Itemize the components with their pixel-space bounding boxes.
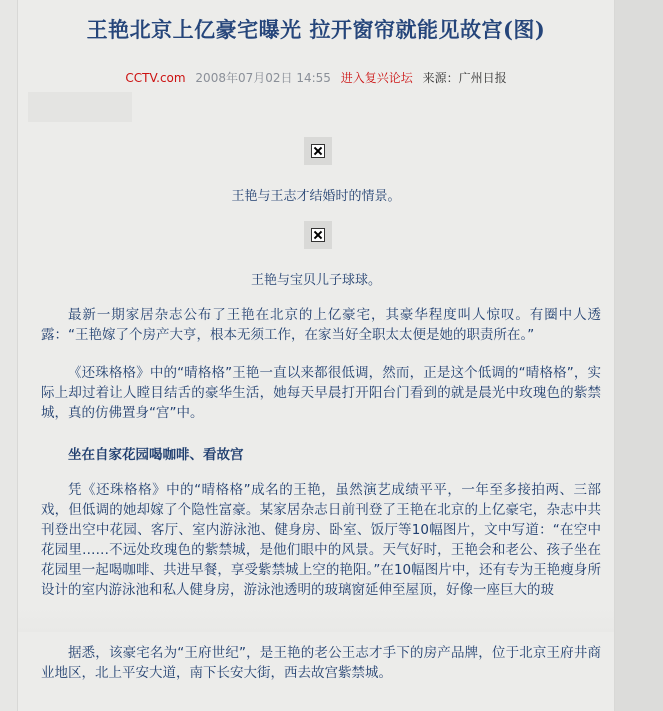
broken-image-icon [304, 221, 332, 249]
article-paragraph: 据悉，该豪宅名为“王府世纪”，是王艳的老公王志才手下的房产品牌，位于北京王府井商业地区，北上平安大道，南下长安大街，西去故宫紫禁城。 [41, 645, 601, 681]
section-heading: 坐在自家花园喝咖啡、看故宫 [68, 447, 244, 463]
page-background-strip [613, 0, 663, 711]
article-paragraph: 《还珠格格》中的“晴格格”王艳一直以来都很低调，然而，正是这个低调的“晴格格”，实际上却过着让人瞠目结舌的豪华生活，她每天早晨打开阳台门看到的就是晨光中玫瑰色的紫禁城，真的仿佛置身“宫”中。 [41, 365, 601, 421]
article-container [17, 0, 615, 711]
article-paragraph: 凭《还珠格格》中的“晴格格”成名的王艳，虽然演艺成绩平平，一年至多接拍两、三部戏，但低调的她却嫁了个隐性富豪。某家居杂志日前刊登了王艳在北京的上亿豪宅，杂志中共刊登出空中花园、客厅、室内游泳池、健身房、卧室、饭厅等10幅图片，文中写道：“在空中花园里……不远处玫瑰色的紫禁城，是他们眼中的风景。天气好时，王艳会和老公、孩子坐在花园里一起喝咖啡、共进早餐，享受紫禁城上空的艳阳。”在10幅图片中，还有专为王艳瘦身所设计的室内游泳池和私人健身房，游泳池透明的玻璃窗延伸至屋顶，好像一座巨大的玻 [41, 482, 601, 598]
article-title: 王艳北京上亿豪宅曝光 拉开窗帘就能见故宫(图) [86, 17, 546, 42]
placeholder-block [28, 92, 132, 122]
article-source: 来源：广州日报 [422, 71, 507, 85]
image-caption: 王艳与王志才结婚时的情景。 [231, 189, 401, 204]
site-name: CCTV.com [125, 71, 186, 85]
publish-date: 2008年07月02日 14:55 [195, 71, 331, 85]
content-gap [18, 606, 614, 632]
broken-image-icon [304, 137, 332, 165]
image-caption: 王艳与宝贝儿子球球。 [250, 273, 381, 288]
forum-link[interactable]: 进入复兴论坛 [340, 71, 413, 85]
article-paragraph: 最新一期家居杂志公布了王艳在北京的上亿豪宅，其豪华程度叫人惊叹。有圈中人透露：“王艳嫁了个房产大亨，根本无须工作，在家当好全职太太便是她的职责所在。” [41, 307, 601, 343]
article-meta [18, 69, 614, 86]
